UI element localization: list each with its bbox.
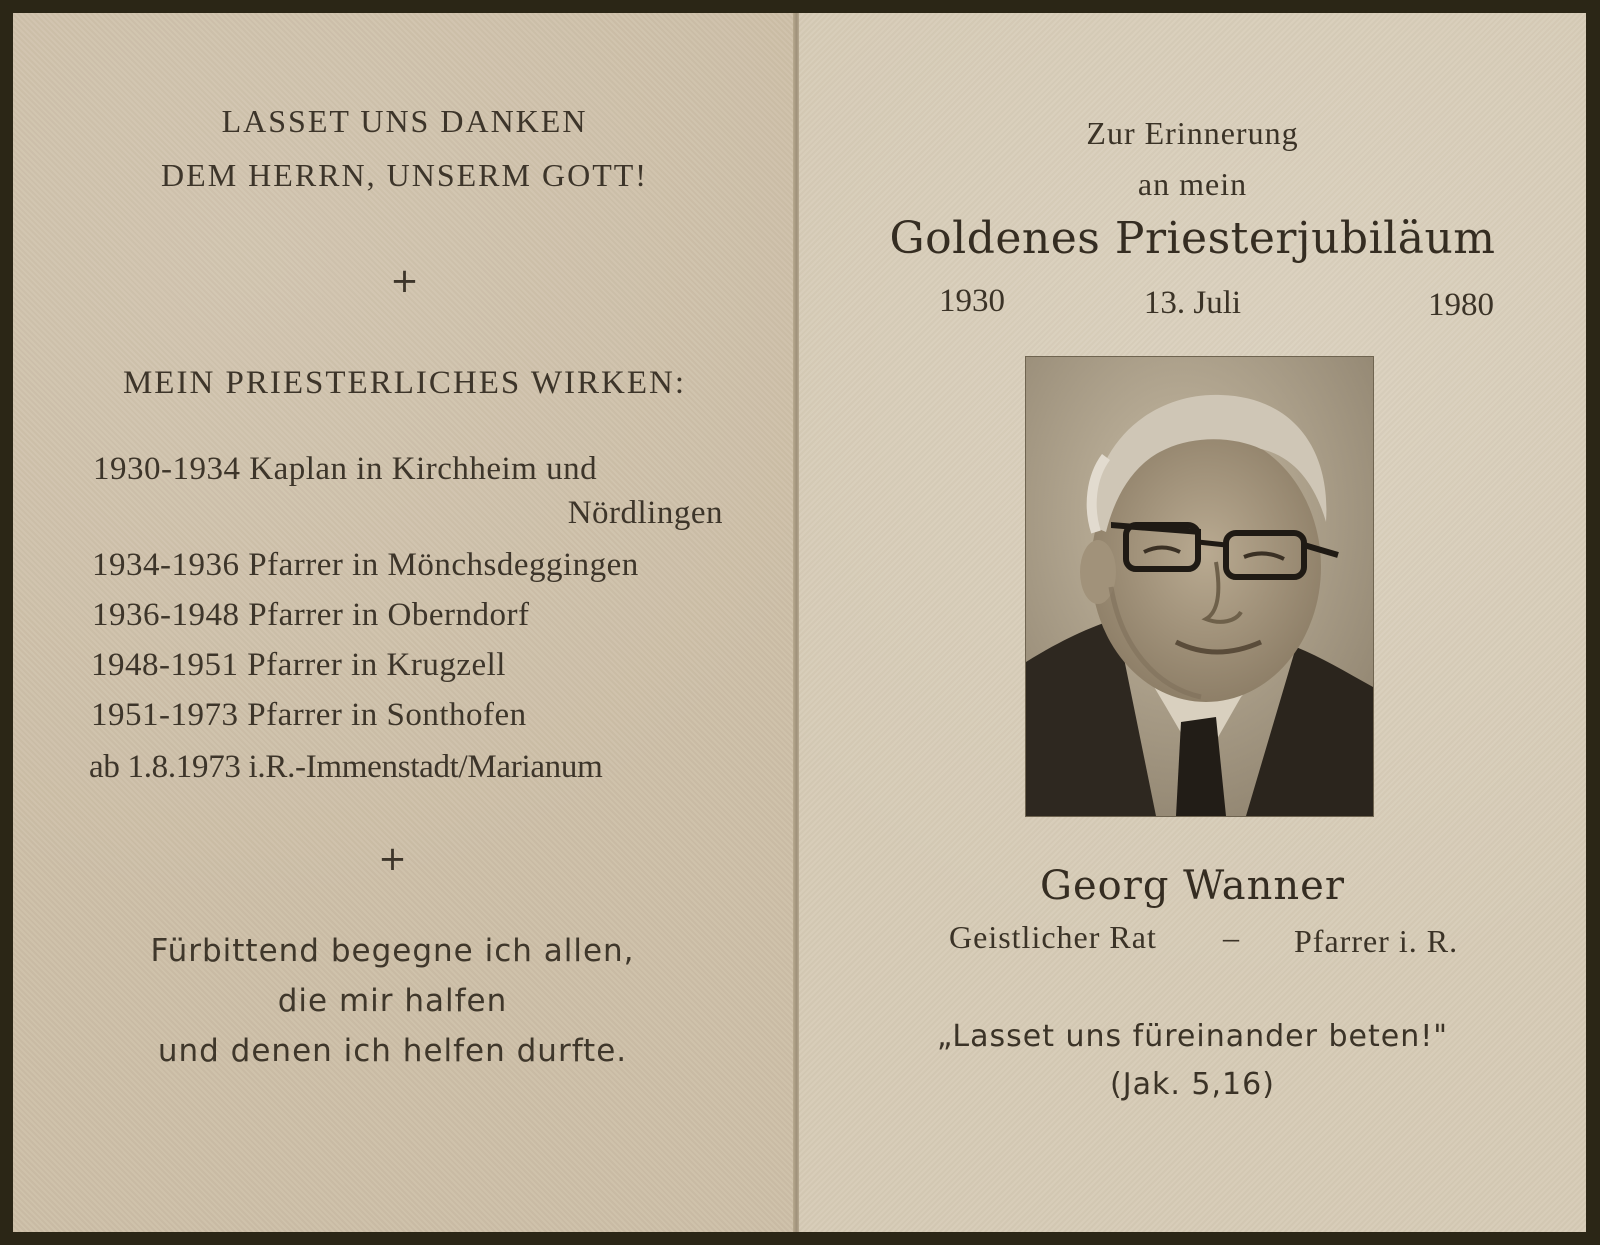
career-entry: 1934-1936 Pfarrer in Mönchsdeggingen — [92, 547, 639, 583]
year-start: 1930 — [939, 283, 1005, 319]
intro-line-1: Zur Erinnerung — [1086, 115, 1299, 151]
cross-bottom: + — [378, 839, 407, 879]
heading-line-2: DEM HERRN, UNSERM GOTT! — [161, 157, 648, 193]
portrait-photo — [1026, 357, 1373, 816]
priest-name: Georg Wanner — [1040, 863, 1345, 909]
left-page — [13, 13, 796, 1232]
intro-line-2: an mein — [1137, 166, 1248, 202]
quote-reference: (Jak. 5,16) — [1110, 1067, 1275, 1102]
section-title: MEIN PRIESTERLICHES WIRKEN: — [122, 365, 687, 401]
closing-line-3: und denen ich helfen durfte. — [157, 1033, 628, 1069]
career-entry: 1936-1948 Pfarrer in Oberndorf — [92, 597, 530, 633]
jubilee-date: 13. Juli — [1143, 285, 1242, 321]
career-entry: Nördlingen — [567, 495, 723, 531]
year-end: 1980 — [1428, 287, 1494, 323]
role-dash: – — [1223, 919, 1240, 955]
career-entry: 1948-1951 Pfarrer in Krugzell — [91, 647, 506, 683]
role-right: Pfarrer i. R. — [1294, 923, 1459, 959]
career-entry: 1930-1934 Kaplan in Kirchheim und — [93, 451, 598, 487]
heading-line-1: LASSET UNS DANKEN — [221, 103, 588, 139]
cross-top: + — [390, 261, 419, 301]
role-left: Geistlicher Rat — [949, 919, 1157, 955]
career-entry: ab 1.8.1973 i.R.-Immenstadt/Marianum — [89, 749, 603, 785]
jubilee-title: Goldenes Priesterjubiläum — [889, 213, 1496, 264]
closing-line-1: Fürbittend begegne ich allen, — [150, 933, 635, 969]
portrait-illustration — [1026, 357, 1373, 816]
career-entry: 1951-1973 Pfarrer in Sonthofen — [91, 697, 527, 733]
quote: „Lasset uns füreinander beten!" — [936, 1019, 1449, 1054]
closing-line-2: die mir halfen — [277, 983, 508, 1019]
